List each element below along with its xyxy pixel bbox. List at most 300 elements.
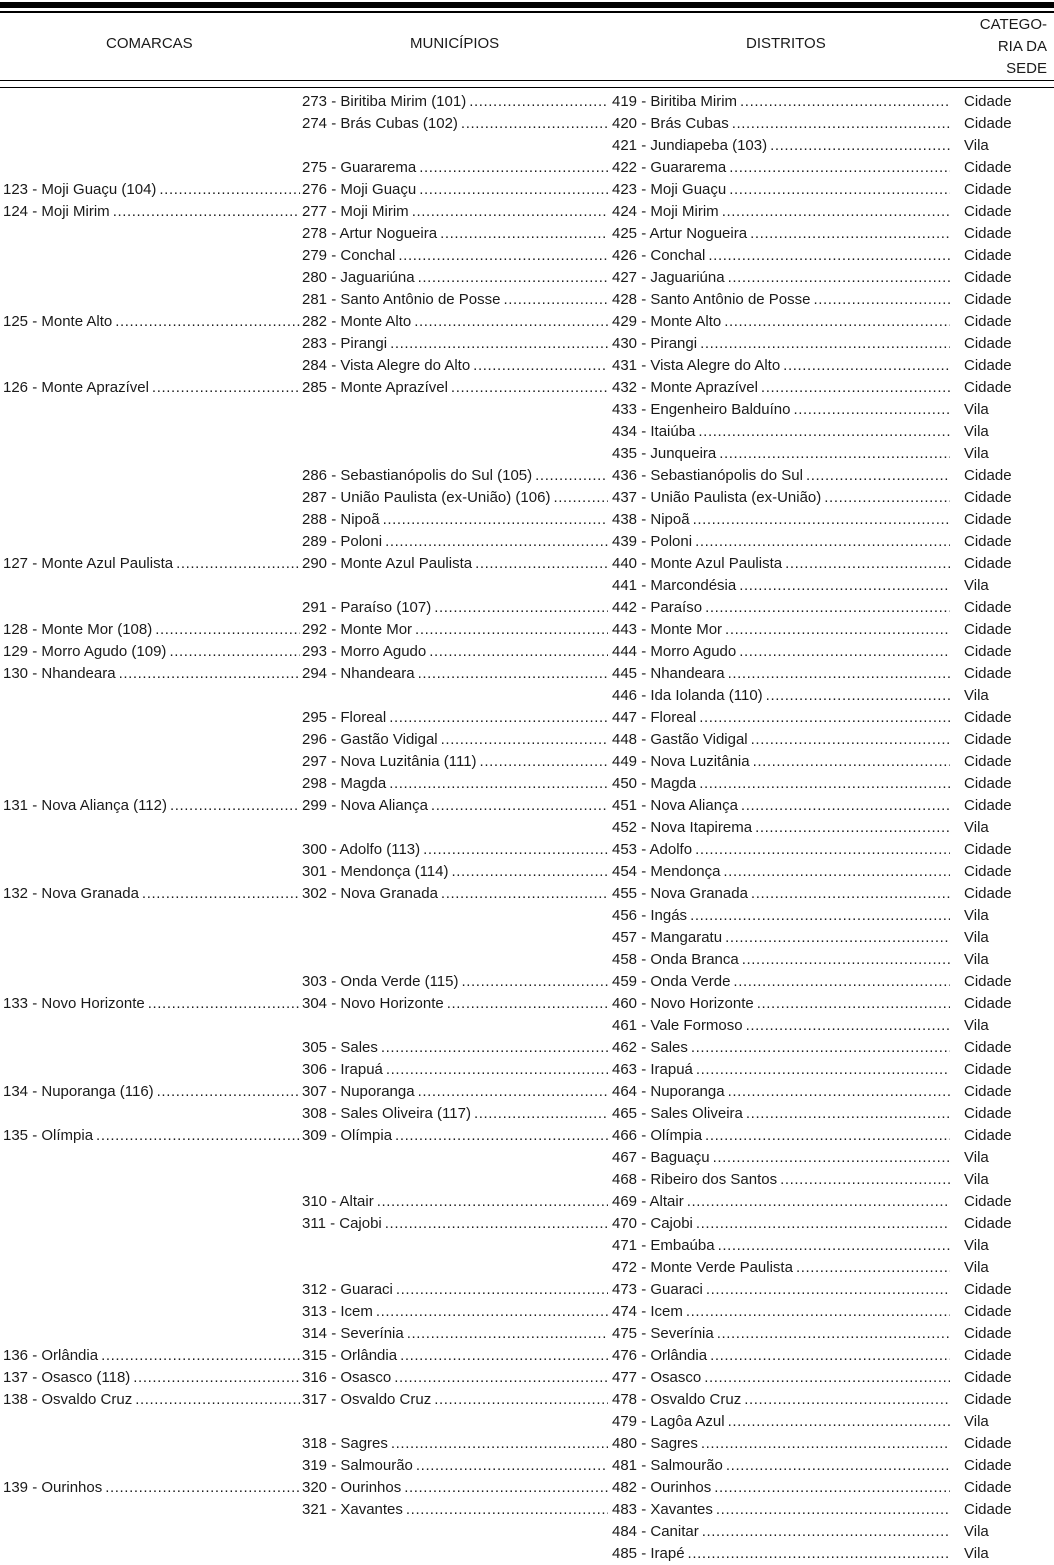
table-row [0, 1345, 1054, 1367]
comarca-cell-text: 128 - Monte Mor (108) [3, 621, 153, 638]
categoria-cell [964, 113, 1044, 135]
table-row [0, 311, 1054, 333]
municipio-cell-text: 304 - Novo Horizonte [302, 995, 444, 1012]
distrito-cell-text: 470 - Cajobi [612, 1215, 693, 1232]
dot-leader [751, 729, 950, 751]
municipio-cell [302, 795, 608, 817]
distrito-cell-text: 449 - Nova Luzitânia [612, 753, 750, 770]
dot-leader [729, 157, 950, 179]
categoria-cell-text: Cidade [964, 357, 1012, 374]
dot-leader [757, 993, 950, 1015]
table-row [0, 1521, 1054, 1543]
categoria-cell-text: Cidade [964, 335, 1012, 352]
municipio-cell [302, 355, 608, 377]
dot-leader [414, 311, 608, 333]
distrito-cell [612, 949, 950, 971]
comarca-cell-text: 136 - Orlândia [3, 1347, 99, 1364]
categoria-cell [964, 993, 1044, 1015]
categoria-cell-text: Cidade [964, 709, 1012, 726]
comarca-cell-text: 129 - Morro Agudo (109) [3, 643, 167, 660]
distrito-cell-text: 451 - Nova Aliança [612, 797, 738, 814]
distrito-cell-text: 464 - Nuporanga [612, 1083, 725, 1100]
categoria-cell [964, 553, 1044, 575]
table-row [0, 949, 1054, 971]
comarca-cell [3, 1125, 300, 1147]
header-bottom-rule [0, 80, 1054, 81]
distrito-cell [612, 1455, 950, 1477]
dot-leader [702, 1521, 950, 1543]
dot-leader [714, 1477, 950, 1499]
categoria-cell-text: Vila [964, 819, 989, 836]
categoria-cell-text: Vila [964, 929, 989, 946]
municipio-cell [302, 245, 608, 267]
municipio-cell-text: 313 - Icem [302, 1303, 373, 1320]
municipio-cell-text: 307 - Nuporanga [302, 1083, 415, 1100]
distrito-cell-text: 446 - Ida Iolanda (110) [612, 687, 763, 704]
header-bottom-rule-2 [0, 87, 1054, 88]
distrito-cell-text: 432 - Monte Aprazível [612, 379, 758, 396]
categoria-cell-text: Cidade [964, 1369, 1012, 1386]
dot-leader [105, 1477, 300, 1499]
categoria-cell [964, 1147, 1044, 1169]
dot-leader [376, 1301, 608, 1323]
table-row [0, 333, 1054, 355]
municipio-cell [302, 267, 608, 289]
distrito-cell-text: 424 - Moji Mirim [612, 203, 719, 220]
categoria-cell [964, 1213, 1044, 1235]
dot-leader [404, 1477, 608, 1499]
dot-leader [824, 487, 950, 509]
categoria-cell [964, 949, 1044, 971]
distrito-cell-text: 442 - Paraíso [612, 599, 703, 616]
distrito-cell-text: 420 - Brás Cubas [612, 115, 729, 132]
table-row [0, 1213, 1054, 1235]
distrito-cell-text: 479 - Lagôa Azul [612, 1413, 725, 1430]
municipio-cell-text: 298 - Magda [302, 775, 387, 792]
municipio-cell-text: 282 - Monte Alto [302, 313, 412, 330]
dot-leader [115, 311, 300, 333]
table-row [0, 993, 1054, 1015]
dot-leader [407, 1323, 608, 1345]
comarca-cell-text: 132 - Nova Granada [3, 885, 139, 902]
categoria-cell-text: Cidade [964, 181, 1012, 198]
dot-leader [431, 795, 608, 817]
municipio-cell [302, 157, 608, 179]
header-categoria-line: CATEGO- [979, 16, 1047, 33]
categoria-cell [964, 1103, 1044, 1125]
table-row [0, 1477, 1054, 1499]
categoria-cell [964, 1015, 1044, 1037]
comarca-cell-text: 123 - Moji Guaçu (104) [3, 181, 157, 198]
dot-leader [704, 1367, 950, 1389]
categoria-cell-text: Cidade [964, 621, 1012, 638]
distrito-cell [612, 1301, 950, 1323]
categoria-cell [964, 883, 1044, 905]
municipio-cell-text: 301 - Mendonça (114) [302, 863, 449, 880]
dot-leader [385, 531, 608, 553]
table-row [0, 839, 1054, 861]
table-row [0, 421, 1054, 443]
municipio-cell [302, 201, 608, 223]
header-categoria-line: RIA DA [997, 38, 1047, 55]
categoria-cell [964, 267, 1044, 289]
categoria-cell-text: Cidade [964, 841, 1012, 858]
dot-leader [728, 1411, 950, 1433]
municipio-cell [302, 1191, 608, 1213]
categoria-cell [964, 1389, 1044, 1411]
comarca-cell [3, 883, 300, 905]
table-row [0, 817, 1054, 839]
dot-leader [434, 1389, 608, 1411]
distrito-cell [612, 1433, 950, 1455]
distrito-cell [612, 1323, 950, 1345]
categoria-cell-text: Cidade [964, 1127, 1012, 1144]
categoria-cell [964, 1191, 1044, 1213]
categoria-cell [964, 223, 1044, 245]
distrito-cell-text: 423 - Moji Guaçu [612, 181, 727, 198]
municipio-cell [302, 333, 608, 355]
municipio-cell [302, 1301, 608, 1323]
table-row [0, 1455, 1054, 1477]
categoria-cell-text: Cidade [964, 731, 1012, 748]
categoria-cell [964, 1499, 1044, 1521]
dot-leader [386, 1059, 608, 1081]
municipio-cell [302, 773, 608, 795]
table-row [0, 1081, 1054, 1103]
dot-leader [434, 597, 608, 619]
distrito-cell [612, 971, 950, 993]
dot-leader [724, 311, 950, 333]
dot-leader [159, 179, 300, 201]
dot-leader [412, 201, 608, 223]
municipio-cell-text: 316 - Osasco [302, 1369, 392, 1386]
top-thick-rule [0, 2, 1054, 8]
dot-leader [395, 1125, 608, 1147]
categoria-cell-text: Cidade [964, 247, 1012, 264]
categoria-cell-text: Cidade [964, 1083, 1012, 1100]
comarca-cell [3, 201, 300, 223]
dot-leader [396, 1279, 608, 1301]
table-row [0, 971, 1054, 993]
dot-leader [406, 1499, 608, 1521]
comarca-cell [3, 553, 300, 575]
municipio-cell-text: 320 - Ourinhos [302, 1479, 402, 1496]
categoria-cell [964, 487, 1044, 509]
distrito-cell [612, 465, 950, 487]
distrito-cell [612, 575, 950, 597]
distrito-cell [612, 663, 950, 685]
municipio-cell [302, 487, 608, 509]
dot-leader [101, 1345, 300, 1367]
municipio-cell-text: 319 - Salmourão [302, 1457, 413, 1474]
distrito-cell [612, 1367, 950, 1389]
categoria-cell [964, 465, 1044, 487]
municipio-cell-text: 306 - Irapuá [302, 1061, 383, 1078]
dot-leader [96, 1125, 300, 1147]
distrito-cell-text: 482 - Ourinhos [612, 1479, 712, 1496]
categoria-cell-text: Cidade [964, 203, 1012, 220]
dot-leader [761, 377, 950, 399]
distrito-cell-text: 429 - Monte Alto [612, 313, 722, 330]
distrito-cell-text: 454 - Mendonça [612, 863, 721, 880]
municipio-cell [302, 113, 608, 135]
dot-leader [155, 619, 300, 641]
categoria-cell-text: Cidade [964, 885, 1012, 902]
categoria-cell-text: Cidade [964, 533, 1012, 550]
categoria-cell-text: Cidade [964, 159, 1012, 176]
categoria-cell [964, 861, 1044, 883]
distrito-cell [612, 135, 950, 157]
dot-leader [716, 1499, 950, 1521]
categoria-cell [964, 641, 1044, 663]
categoria-cell-text: Vila [964, 1171, 989, 1188]
municipio-cell [302, 1213, 608, 1235]
distrito-cell [612, 553, 950, 575]
dot-leader [708, 245, 950, 267]
dot-leader [785, 553, 950, 575]
municipio-cell-text: 294 - Nhandeara [302, 665, 415, 682]
distrito-cell-text: 483 - Xavantes [612, 1501, 713, 1518]
dot-leader [474, 1103, 608, 1125]
dot-leader [723, 861, 950, 883]
table-row [0, 245, 1054, 267]
municipio-cell [302, 509, 608, 531]
distrito-cell-text: 445 - Nhandeara [612, 665, 725, 682]
dot-leader [394, 1367, 608, 1389]
comarca-cell [3, 993, 300, 1015]
municipio-cell [302, 1081, 608, 1103]
distrito-cell-text: 468 - Ribeiro dos Santos [612, 1171, 778, 1188]
categoria-cell-text: Cidade [964, 1479, 1012, 1496]
table-row [0, 1323, 1054, 1345]
categoria-cell-text: Vila [964, 1523, 989, 1540]
comarca-cell [3, 1389, 300, 1411]
dot-leader [728, 1081, 950, 1103]
dot-leader [740, 91, 950, 113]
dot-leader [728, 267, 950, 289]
table-row [0, 597, 1054, 619]
dot-leader [739, 641, 950, 663]
municipio-cell-text: 275 - Guararema [302, 159, 417, 176]
categoria-cell [964, 421, 1044, 443]
comarca-cell [3, 1367, 300, 1389]
table-row [0, 641, 1054, 663]
distrito-cell-text: 450 - Magda [612, 775, 697, 792]
dot-leader [729, 179, 950, 201]
distrito-cell-text: 427 - Jaguariúna [612, 269, 725, 286]
municipio-cell-text: 310 - Altair [302, 1193, 374, 1210]
distrito-cell [612, 773, 950, 795]
categoria-cell [964, 333, 1044, 355]
comarca-cell-text: 139 - Ourinhos [3, 1479, 103, 1496]
table-row [0, 157, 1054, 179]
municipio-cell [302, 223, 608, 245]
distrito-cell-text: 463 - Irapuá [612, 1061, 693, 1078]
dot-leader [381, 1037, 608, 1059]
categoria-cell [964, 399, 1044, 421]
categoria-cell-text: Vila [964, 137, 989, 154]
table-row [0, 1147, 1054, 1169]
categoria-cell [964, 311, 1044, 333]
categoria-cell-text: Vila [964, 445, 989, 462]
dot-leader [742, 949, 950, 971]
municipio-cell [302, 597, 608, 619]
municipio-cell [302, 1103, 608, 1125]
distrito-cell-text: 460 - Novo Horizonte [612, 995, 754, 1012]
municipio-cell [302, 1499, 608, 1521]
distrito-cell-text: 422 - Guararema [612, 159, 727, 176]
dot-leader [461, 113, 608, 135]
municipio-cell-text: 309 - Olímpia [302, 1127, 393, 1144]
municipio-cell-text: 289 - Poloni [302, 533, 383, 550]
dot-leader [739, 575, 950, 597]
categoria-cell-text: Vila [964, 1259, 989, 1276]
dot-leader [148, 993, 300, 1015]
distrito-cell-text: 444 - Morro Agudo [612, 643, 737, 660]
categoria-cell-text: Vila [964, 1545, 989, 1562]
categoria-cell [964, 531, 1044, 553]
municipio-cell-text: 277 - Moji Mirim [302, 203, 409, 220]
dot-leader [686, 1301, 950, 1323]
distrito-cell [612, 1147, 950, 1169]
municipio-cell-text: 281 - Santo Antônio de Posse [302, 291, 501, 308]
header-municipios: MUNICÍPIOS [410, 35, 500, 52]
municipio-cell-text: 318 - Sagres [302, 1435, 388, 1452]
distrito-cell-text: 437 - União Paulista (ex-União) [612, 489, 822, 506]
categoria-cell [964, 509, 1044, 531]
table-row [0, 1037, 1054, 1059]
categoria-cell [964, 245, 1044, 267]
categoria-cell [964, 795, 1044, 817]
dot-leader [705, 597, 950, 619]
categoria-cell-text: Cidade [964, 313, 1012, 330]
distrito-cell [612, 861, 950, 883]
categoria-cell [964, 1257, 1044, 1279]
distrito-cell [612, 641, 950, 663]
municipio-cell [302, 1323, 608, 1345]
distrito-cell [612, 1169, 950, 1191]
categoria-cell-text: Cidade [964, 269, 1012, 286]
municipio-cell [302, 839, 608, 861]
dot-leader [691, 1037, 950, 1059]
dot-leader [725, 927, 950, 949]
categoria-cell-text: Cidade [964, 511, 1012, 528]
dot-leader [713, 1147, 950, 1169]
table-row [0, 289, 1054, 311]
categoria-cell-text: Cidade [964, 1039, 1012, 1056]
categoria-cell-text: Cidade [964, 555, 1012, 572]
table-row [0, 443, 1054, 465]
distrito-cell-text: 474 - Icem [612, 1303, 683, 1320]
categoria-cell [964, 817, 1044, 839]
distrito-cell-text: 441 - Marcondésia [612, 577, 737, 594]
table-row [0, 179, 1054, 201]
categoria-cell-text: Cidade [964, 753, 1012, 770]
dot-leader [728, 663, 950, 685]
categoria-cell-text: Cidade [964, 1347, 1012, 1364]
distrito-cell [612, 927, 950, 949]
comarca-cell [3, 619, 300, 641]
categoria-cell [964, 971, 1044, 993]
dot-leader [813, 289, 950, 311]
comarca-cell [3, 311, 300, 333]
table-row [0, 267, 1054, 289]
distrito-cell [612, 993, 950, 1015]
municipio-cell-text: 302 - Nova Granada [302, 885, 438, 902]
table-body [0, 91, 1054, 1565]
dot-leader [377, 1191, 608, 1213]
dot-leader [806, 465, 950, 487]
dot-leader [535, 465, 608, 487]
distrito-cell [612, 1257, 950, 1279]
distrito-cell-text: 452 - Nova Itapirema [612, 819, 753, 836]
categoria-cell-text: Vila [964, 423, 989, 440]
municipio-cell-text: 315 - Orlândia [302, 1347, 398, 1364]
distrito-cell [612, 443, 950, 465]
table-row [0, 795, 1054, 817]
distrito-cell-text: 475 - Severínia [612, 1325, 714, 1342]
table-row [0, 1169, 1054, 1191]
municipio-cell-text: 299 - Nova Aliança [302, 797, 428, 814]
categoria-cell-text: Cidade [964, 1105, 1012, 1122]
distrito-cell [612, 619, 950, 641]
municipio-cell [302, 1367, 608, 1389]
distrito-cell [612, 597, 950, 619]
comarca-cell [3, 1477, 300, 1499]
dot-leader [429, 641, 608, 663]
distrito-cell [612, 905, 950, 927]
table-row [0, 377, 1054, 399]
header-distritos: DISTRITOS [746, 35, 826, 52]
dot-leader [741, 795, 950, 817]
distrito-cell-text: 480 - Sagres [612, 1435, 698, 1452]
distrito-cell [612, 157, 950, 179]
municipio-cell [302, 377, 608, 399]
distrito-cell-text: 455 - Nova Granada [612, 885, 748, 902]
categoria-cell-text: Vila [964, 951, 989, 968]
categoria-cell [964, 1323, 1044, 1345]
distrito-cell [612, 377, 950, 399]
distrito-cell-text: 485 - Irapé [612, 1545, 685, 1562]
distrito-cell [612, 223, 950, 245]
distrito-cell [612, 883, 950, 905]
dot-leader [415, 619, 608, 641]
dot-leader [553, 487, 608, 509]
distrito-cell [612, 729, 950, 751]
municipio-cell [302, 729, 608, 751]
table-row [0, 1279, 1054, 1301]
table-row [0, 91, 1054, 113]
municipio-cell-text: 295 - Floreal [302, 709, 387, 726]
categoria-cell [964, 1125, 1044, 1147]
municipio-cell [302, 553, 608, 575]
dot-leader [157, 1081, 300, 1103]
dot-leader [750, 223, 950, 245]
dot-leader [770, 135, 950, 157]
dot-leader [416, 1455, 608, 1477]
categoria-cell [964, 1411, 1044, 1433]
distrito-cell [612, 1037, 950, 1059]
categoria-cell [964, 1037, 1044, 1059]
dot-leader [398, 245, 608, 267]
distrito-cell [612, 795, 950, 817]
categoria-cell [964, 377, 1044, 399]
categoria-cell [964, 355, 1044, 377]
distrito-cell [612, 1059, 950, 1081]
categoria-cell-text: Cidade [964, 1435, 1012, 1452]
municipio-cell-text: 293 - Morro Agudo [302, 643, 427, 660]
municipio-cell-text: 321 - Xavantes [302, 1501, 403, 1518]
